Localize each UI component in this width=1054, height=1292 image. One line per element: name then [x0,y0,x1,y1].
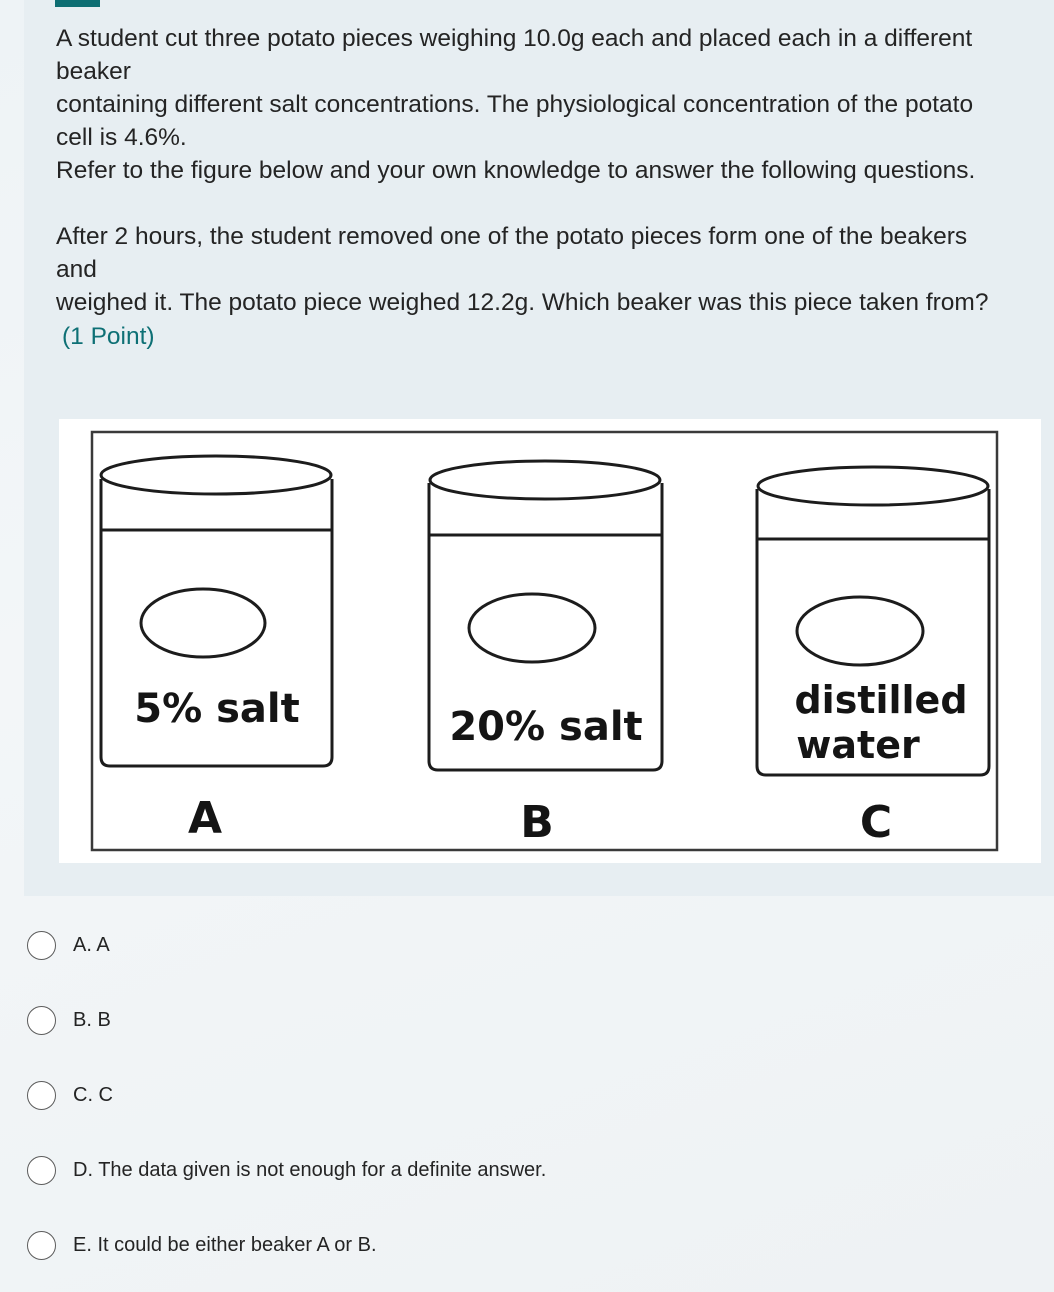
radio-button[interactable] [27,1081,56,1110]
radio-button[interactable] [27,1231,56,1260]
solution-label-a: 5% salt [134,686,300,732]
beaker-figure [59,419,1041,863]
points-label: (1 Point) [62,323,155,350]
beaker-a [101,456,332,844]
option-d[interactable] [26,1133,926,1208]
question-line: containing different salt concentrations. The physiological concentration of the potato [56,91,974,118]
solution-label-c-line2: water [796,723,920,767]
question-text [56,22,1046,319]
question-line: cell is 4.6%. [56,124,187,151]
radio-button[interactable] [27,1006,56,1035]
option-label: A. A [73,934,110,956]
potato-piece-c [797,597,923,665]
option-a[interactable] [26,908,926,983]
potato-piece-a [141,589,265,657]
accent-bar [55,0,100,7]
option-label: C. C [73,1084,113,1106]
option-label: B. B [73,1009,111,1031]
radio-button[interactable] [27,931,56,960]
question-line: After 2 hours, the student removed one of the potato pieces form one of the beakers [56,223,968,250]
beaker-diagram [59,419,1041,863]
potato-piece-b [469,594,595,662]
beaker-b [429,461,662,848]
option-label: D. The data given is not enough for a definite answer. [73,1159,547,1181]
beaker-letter-a: A [187,793,223,844]
beaker-c [757,467,989,848]
question-line: beaker [56,58,131,85]
option-b[interactable] [26,983,926,1058]
question-line: and [56,256,97,283]
radio-button[interactable] [27,1156,56,1185]
question-line: Refer to the figure below and your own knowledge to answer the following questions. [56,157,976,184]
beaker-letter-c: C [859,797,893,848]
question-line: weighed it. The potato piece weighed 12.2g. Which beaker was this piece taken from? [56,289,989,316]
option-e[interactable] [26,1208,926,1283]
option-c[interactable] [26,1058,926,1133]
solution-label-b: 20% salt [449,704,643,750]
beaker-letter-b: B [520,797,554,848]
option-label: E. It could be either beaker A or B. [73,1234,377,1256]
solution-label-c-line1: distilled [794,678,968,722]
question-line: A student cut three potato pieces weighing 10.0g each and placed each in a different [56,25,973,52]
